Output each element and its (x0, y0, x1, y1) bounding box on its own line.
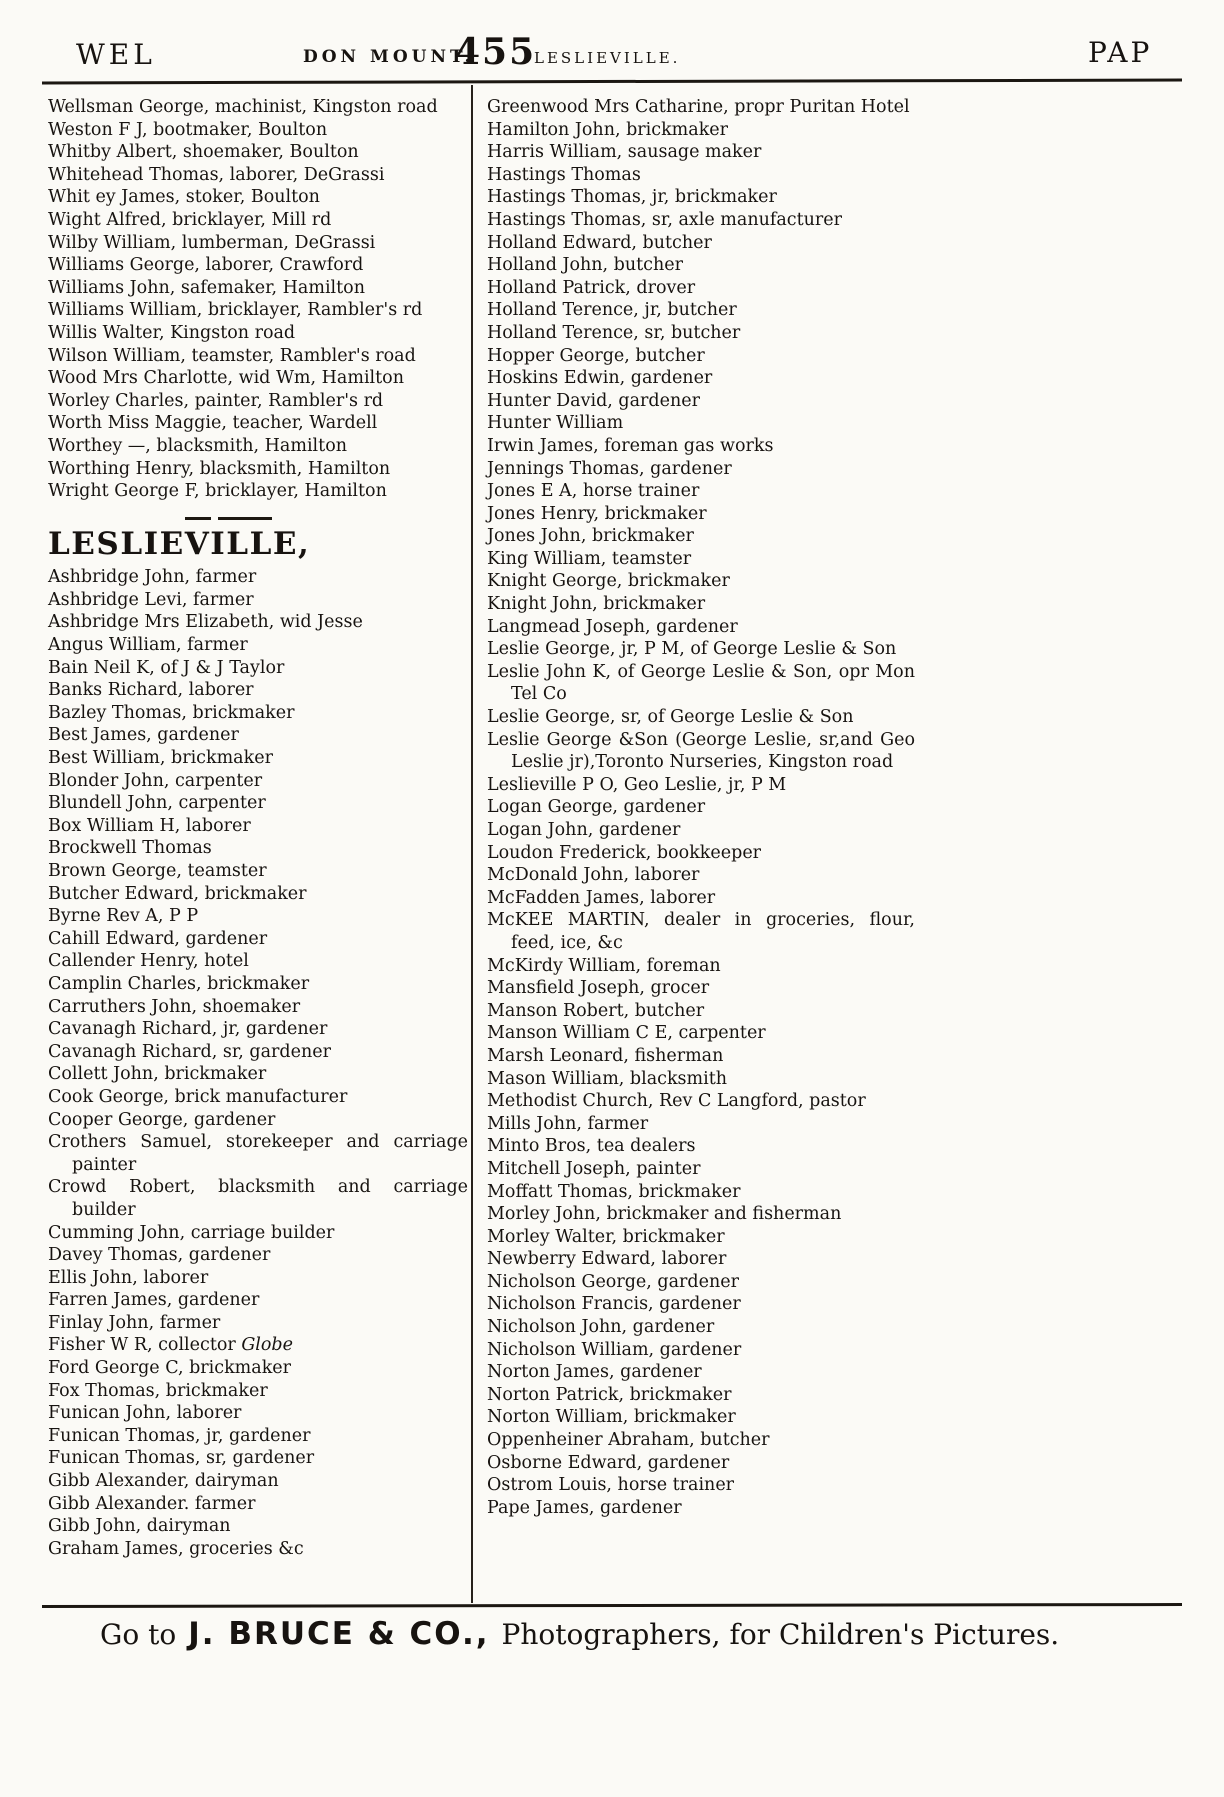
directory-entry: Ashbridge Mrs Elizabeth, wid Jesse (48, 612, 363, 633)
header-section-right: LESLIEVILLE. (534, 49, 681, 67)
directory-entry: Wight Alfred, bricklayer, Mill rd (48, 209, 332, 230)
directory-entry: Hoskins Edwin, gardener (487, 368, 713, 389)
directory-entry: Irwin James, foreman gas works (487, 435, 774, 456)
directory-entry: Williams William, bricklayer, Rambler's rd (48, 300, 423, 321)
divider-dash (218, 517, 272, 520)
directory-entry: Nicholson George, gardener (487, 1271, 739, 1292)
directory-entry: Banks Richard, laborer (48, 680, 254, 701)
directory-entry: Gibb John, dairyman (48, 1516, 231, 1537)
directory-entry: Best James, gardener (48, 725, 239, 746)
directory-entry: Davey Thomas, gardener (48, 1245, 271, 1266)
header-section-left: DON MOUNT. (303, 47, 475, 67)
footer-ad-brand: J. BRUCE & CO., (188, 1616, 490, 1652)
directory-entry: Wright George F, bricklayer, Hamilton (48, 481, 387, 502)
directory-entry: Cahill Edward, gardener (48, 928, 268, 949)
directory-entry: Loudon Frederick, bookkeeper (487, 842, 762, 863)
directory-entry: Ellis John, laborer (48, 1267, 209, 1288)
directory-entry: Butcher Edward, brickmaker (48, 883, 307, 904)
directory-entry: Worthey —, blacksmith, Hamilton (48, 435, 347, 456)
directory-entry: Cook George, brick manufacturer (48, 1086, 348, 1107)
directory-entry: Holland Patrick, drover (487, 277, 696, 298)
directory-entry: Hunter William (487, 413, 624, 434)
directory-entry: Bazley Thomas, brickmaker (48, 702, 295, 723)
directory-entry: Wood Mrs Charlotte, wid Wm, Hamilton (48, 368, 404, 389)
directory-entry: Callender Henry, hotel (48, 951, 249, 972)
italic-word: Globe (241, 1335, 293, 1356)
directory-entry: Nicholson William, gardener (487, 1339, 742, 1360)
directory-entry: Carruthers John, shoemaker (48, 996, 301, 1017)
directory-entry: Whitby Albert, shoemaker, Boulton (48, 142, 359, 163)
directory-entry: Mills John, farmer (487, 1113, 649, 1134)
directory-entry: Williams John, safemaker, Hamilton (48, 277, 365, 298)
section-divider (48, 517, 408, 521)
directory-entry: Ostrom Louis, horse trainer (487, 1475, 735, 1496)
directory-entry: Methodist Church, Rev C Langford, pastor (487, 1091, 866, 1112)
directory-entry: Mansfield Joseph, grocer (487, 978, 710, 999)
directory-entry: Leslie John K, of George Leslie & Son, opr Mon Tel Co (487, 661, 915, 705)
directory-entry: Crothers Samuel, storekeeper and carriage painter (48, 1132, 468, 1175)
directory-entry: Wellsman George, machinist, Kingston road (48, 97, 438, 117)
directory-entry: Knight George, brickmaker (487, 571, 730, 592)
directory-entry: Osborne Edward, gardener (487, 1452, 730, 1473)
header-rule (42, 79, 1182, 85)
column-divider-rule (471, 85, 473, 1603)
directory-entry: Minto Bros, tea dealers (487, 1136, 696, 1157)
directory-entry: Finlay John, farmer (48, 1312, 221, 1333)
directory-entry: Funican John, laborer (48, 1403, 242, 1424)
directory-entry: Worley Charles, painter, Rambler's rd (48, 390, 384, 411)
directory-entry: Williams George, laborer, Crawford (48, 255, 364, 276)
directory-entry: Oppenheiner Abraham, butcher (487, 1430, 770, 1451)
directory-entry: Leslie George, sr, of George Leslie & Son (487, 707, 854, 728)
left-column (48, 96, 468, 1560)
directory-entry: Logan George, gardener (487, 797, 706, 818)
directory-entry: Hamilton John, brickmaker (487, 119, 729, 140)
directory-entry: Cumming John, carriage builder (48, 1222, 335, 1243)
directory-entry: Worth Miss Maggie, teacher, Wardell (48, 413, 378, 434)
directory-entry: Camplin Charles, brickmaker (48, 973, 310, 994)
directory-entry: Langmead Joseph, gardener (487, 616, 738, 637)
directory-entry: Wilson William, teamster, Rambler's road (48, 345, 416, 366)
header-catchword-right: PAP (1088, 36, 1153, 69)
directory-entry: Gibb Alexander, dairyman (48, 1471, 279, 1492)
directory-entry: Hastings Thomas, jr, brickmaker (487, 187, 777, 208)
directory-entry: Hunter David, gardener (487, 390, 700, 411)
directory-entry: Pape James, gardener (487, 1497, 682, 1518)
directory-entry: Whit ey James, stoker, Boulton (48, 187, 320, 208)
directory-entry: McKEE MARTIN, dealer in groceries, flour, feed, ice, &c (487, 910, 915, 953)
directory-entry: Holland Edward, butcher (487, 232, 712, 253)
directory-entry: Gibb Alexander. farmer (48, 1493, 256, 1514)
directory-entry: Jones E A, horse trainer (487, 481, 700, 502)
footer-ad (100, 1616, 1180, 1652)
directory-entry: Ford George C, brickmaker (48, 1358, 292, 1379)
directory-entry: Ashbridge Levi, farmer (48, 589, 254, 610)
page-number: 455 (455, 31, 537, 73)
directory-entry: Hopper George, butcher (487, 345, 705, 366)
directory-entry: Mason William, blacksmith (487, 1068, 728, 1089)
directory-entry: Jones Henry, brickmaker (487, 503, 707, 524)
directory-entry: Wilby William, lumberman, DeGrassi (48, 232, 376, 253)
directory-entry: Greenwood Mrs Catharine, propr Puritan Hotel (487, 97, 910, 117)
directory-entry: Norton James, gardener (487, 1362, 702, 1383)
footer-ad-suffix: Photographers, for Children's Pictures. (501, 1618, 1060, 1651)
directory-entry: Brown George, teamster (48, 861, 267, 881)
directory-entry: Bain Neil K, of J & J Taylor (48, 657, 285, 678)
directory-entry: Hastings Thomas, sr, axle manufacturer (487, 209, 842, 230)
directory-entry: Byrne Rev A, P P (48, 906, 199, 927)
directory-entry: Manson Robert, butcher (487, 1000, 705, 1021)
directory-entry: Fisher W R, collector Globe (48, 1335, 293, 1356)
directory-entry: Moffatt Thomas, brickmaker (487, 1181, 741, 1202)
directory-entry: Whitehead Thomas, laborer, DeGrassi (48, 164, 385, 185)
directory-entry: Marsh Leonard, fisherman (487, 1045, 724, 1066)
directory-entry: Box William H, laborer (48, 815, 251, 836)
directory-entry: Best William, brickmaker (48, 748, 273, 769)
directory-entry: Collett John, brickmaker (48, 1064, 267, 1085)
directory-entry: Angus William, farmer (48, 635, 248, 656)
directory-entry: Leslie George &Son (George Leslie, sr,and Geo Leslie jr),Toronto Nurseries, Kingston road (487, 729, 915, 773)
directory-entry: Norton Patrick, brickmaker (487, 1384, 732, 1405)
directory-entry: Willis Walter, Kingston road (48, 322, 296, 343)
directory-entry: Knight John, brickmaker (487, 594, 706, 615)
directory-entry: Nicholson Francis, gardener (487, 1294, 741, 1315)
directory-entry: Holland Terence, sr, butcher (487, 322, 741, 343)
section-heading-leslieville: LESLIEVILLE, (48, 525, 311, 562)
directory-entry: Morley John, brickmaker and fisherman (487, 1204, 842, 1225)
directory-entry: McKirdy William, foreman (487, 955, 721, 976)
footer-rule (42, 1603, 1182, 1608)
directory-entry: Harris William, sausage maker (487, 142, 762, 163)
directory-entry: Nicholson John, gardener (487, 1317, 715, 1338)
directory-entry: Blundell John, carpenter (48, 793, 266, 814)
directory-entry: McDonald John, laborer (487, 865, 700, 886)
directory-entry: Funican Thomas, sr, gardener (48, 1448, 315, 1469)
directory-entry: Logan John, gardener (487, 820, 681, 840)
directory-entry: Leslieville P O, Geo Leslie, jr, P M (487, 774, 787, 795)
directory-entry: Graham James, groceries &c (48, 1538, 304, 1559)
directory-entry: Mitchell Joseph, painter (487, 1158, 701, 1179)
directory-entry: Hastings Thomas (487, 164, 641, 185)
header-catchword-left: WEL (76, 38, 156, 71)
directory-entry: Manson William C E, carpenter (487, 1023, 766, 1044)
directory-entry: Cooper George, gardener (48, 1109, 276, 1130)
directory-entry: Leslie George, jr, P M, of George Leslie & Son (487, 639, 897, 660)
directory-entry: Funican Thomas, jr, gardener (48, 1425, 311, 1446)
divider-dash (185, 517, 211, 520)
directory-entry: Crowd Robert, blacksmith and carriage builder (48, 1177, 468, 1220)
directory-entry: McFadden James, laborer (487, 887, 716, 908)
directory-entry: Fox Thomas, brickmaker (48, 1380, 268, 1401)
directory-entry: Jones John, brickmaker (487, 526, 694, 547)
directory-entry: Morley Walter, brickmaker (487, 1226, 725, 1247)
directory-entry: Blonder John, carpenter (48, 770, 263, 791)
directory-entry: Newberry Edward, laborer (487, 1249, 727, 1270)
directory-entry: Jennings Thomas, gardener (487, 458, 732, 479)
directory-entry: Cavanagh Richard, jr, gardener (48, 1019, 328, 1040)
directory-entry: Worthing Henry, blacksmith, Hamilton (48, 458, 391, 479)
right-column (487, 96, 915, 1519)
footer-ad-prefix: Go to (100, 1618, 177, 1651)
directory-entry: Holland Terence, jr, butcher (487, 300, 737, 321)
directory-entry: Brockwell Thomas (48, 838, 212, 859)
directory-entry: Weston F J, bootmaker, Boulton (48, 119, 328, 140)
directory-entry: Cavanagh Richard, sr, gardener (48, 1041, 331, 1062)
directory-entry: Ashbridge John, farmer (48, 567, 257, 588)
directory-entry: Farren James, gardener (48, 1290, 260, 1311)
directory-entry: Norton William, brickmaker (487, 1407, 736, 1428)
directory-entry: King William, teamster (487, 548, 692, 569)
directory-entry: Holland John, butcher (487, 255, 683, 276)
